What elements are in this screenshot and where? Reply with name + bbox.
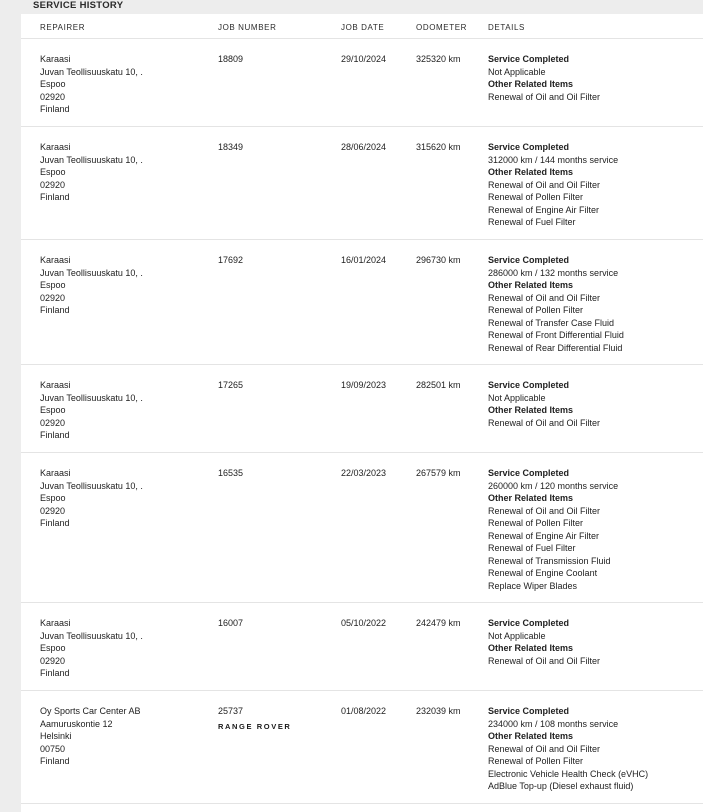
details-item: Renewal of Pollen Filter	[488, 518, 584, 528]
details-item: 234000 km / 108 months service	[488, 718, 619, 729]
details-cell	[488, 254, 698, 354]
details-item: Renewal of Oil and Oil Filter	[488, 417, 601, 428]
details-item: 260000 km / 120 months service	[488, 480, 619, 491]
details-item: AdBlue Top-up (Diesel exhaust fluid)	[488, 781, 634, 791]
repairer-address-line: Aamuruskontie 12	[40, 718, 113, 729]
repairer-address-line: Finland	[40, 518, 70, 528]
repairer-address-line: Finland	[40, 668, 70, 678]
repairer-address-line: 02920	[40, 91, 66, 102]
repairer-name: Karaasi	[40, 142, 71, 152]
details-item: Not Applicable	[488, 392, 546, 403]
repairer-address-line: Espoo	[40, 405, 66, 415]
details-item: Renewal of Fuel Filter	[488, 543, 576, 553]
odometer-reading: 325320 km	[416, 54, 461, 64]
repairer-address-line: Finland	[40, 756, 70, 766]
details-heading: Other Related Items	[488, 405, 574, 415]
details-heading: Service Completed	[488, 618, 570, 628]
column-header-repairer: REPAIRER	[40, 23, 86, 32]
details-item: Renewal of Oil and Oil Filter	[488, 91, 601, 102]
odometer-reading: 232039 km	[416, 706, 461, 716]
repairer-address-line: Helsinki	[40, 731, 72, 741]
table-body	[21, 39, 703, 804]
repairer-address-line: 02920	[40, 417, 66, 428]
repairer-address-line: Finland	[40, 192, 70, 202]
job-number: 16535	[218, 468, 244, 478]
repairer-address-line: 02920	[40, 179, 66, 190]
details-item: Replace Wiper Blades	[488, 580, 578, 591]
job-date: 16/01/2024	[341, 255, 387, 265]
column-header-details: DETAILS	[488, 23, 525, 32]
repairer-address-line: 02920	[40, 505, 66, 516]
details-heading: Service Completed	[488, 468, 570, 478]
details-heading: Service Completed	[488, 255, 570, 265]
table-row	[21, 39, 703, 127]
details-item: Renewal of Engine Coolant	[488, 568, 598, 578]
details-cell	[488, 379, 698, 429]
details-heading: Other Related Items	[488, 167, 574, 177]
repairer-cell	[40, 53, 210, 116]
job-date: 19/09/2023	[341, 380, 387, 390]
odometer-reading: 315620 km	[416, 142, 461, 152]
details-item: Renewal of Engine Air Filter	[488, 530, 600, 541]
odometer-reading: 282501 km	[416, 380, 461, 390]
details-item: Renewal of Oil and Oil Filter	[488, 743, 601, 754]
details-item: Renewal of Transmission Fluid	[488, 555, 611, 566]
repairer-cell	[40, 141, 210, 204]
job-date: 01/08/2022	[341, 706, 387, 716]
repairer-cell	[40, 705, 210, 768]
repairer-address-line: Juvan Teollisuuskatu 10, .	[40, 480, 143, 491]
details-item: Renewal of Pollen Filter	[488, 305, 584, 315]
details-heading: Other Related Items	[488, 79, 574, 89]
repairer-address-line: Juvan Teollisuuskatu 10, .	[40, 66, 143, 77]
details-item: Not Applicable	[488, 630, 546, 641]
repairer-cell	[40, 617, 210, 680]
details-heading: Service Completed	[488, 54, 570, 64]
details-heading: Service Completed	[488, 706, 570, 716]
details-item: 286000 km / 132 months service	[488, 267, 619, 278]
table-row	[21, 453, 703, 603]
table-row	[21, 240, 703, 365]
job-number: 18809	[218, 54, 244, 64]
details-item: Renewal of Oil and Oil Filter	[488, 505, 601, 516]
repairer-name: Karaasi	[40, 618, 71, 628]
column-header-odometer: ODOMETER	[416, 23, 468, 32]
details-item: Renewal of Transfer Case Fluid	[488, 317, 615, 328]
job-number-cell	[218, 53, 333, 66]
details-item: Renewal of Oil and Oil Filter	[488, 655, 601, 666]
repairer-address-line: Finland	[40, 104, 70, 114]
job-number-cell	[218, 254, 333, 267]
job-number: 17692	[218, 255, 244, 265]
repairer-address-line: Espoo	[40, 167, 66, 177]
repairer-address-line: Juvan Teollisuuskatu 10, .	[40, 267, 143, 278]
job-number: 25737	[218, 706, 244, 716]
job-number-cell	[218, 705, 333, 733]
details-item: Renewal of Fuel Filter	[488, 217, 576, 227]
repairer-address-line: 00750	[40, 743, 66, 754]
details-cell	[488, 467, 698, 592]
details-heading: Service Completed	[488, 380, 570, 390]
job-number: 16007	[218, 618, 244, 628]
details-item: Renewal of Pollen Filter	[488, 756, 584, 766]
details-cell	[488, 617, 698, 667]
details-heading: Other Related Items	[488, 731, 574, 741]
repairer-address-line: Espoo	[40, 280, 66, 290]
repairer-name: Karaasi	[40, 54, 71, 64]
job-number-cell	[218, 467, 333, 480]
details-heading: Service Completed	[488, 142, 570, 152]
details-item: Renewal of Oil and Oil Filter	[488, 292, 601, 303]
details-cell	[488, 53, 698, 103]
details-heading: Other Related Items	[488, 643, 574, 653]
repairer-name: Karaasi	[40, 468, 71, 478]
odometer-reading: 296730 km	[416, 255, 461, 265]
details-heading: Other Related Items	[488, 280, 574, 290]
details-item: Renewal of Oil and Oil Filter	[488, 179, 601, 190]
details-item: Not Applicable	[488, 66, 546, 77]
repairer-address-line: Juvan Teollisuuskatu 10, .	[40, 392, 143, 403]
table-row	[21, 365, 703, 453]
job-number-cell	[218, 379, 333, 392]
details-cell	[488, 705, 698, 793]
details-heading: Other Related Items	[488, 493, 574, 503]
repairer-name: Karaasi	[40, 255, 71, 265]
repairer-address-line: 02920	[40, 655, 66, 666]
job-date: 28/06/2024	[341, 142, 387, 152]
job-date: 29/10/2024	[341, 54, 387, 64]
repairer-address-line: Espoo	[40, 493, 66, 503]
repairer-cell	[40, 467, 210, 530]
repairer-address-line: Finland	[40, 430, 70, 440]
job-number-cell	[218, 617, 333, 630]
details-item: Renewal of Front Differential Fluid	[488, 330, 624, 340]
odometer-reading: 267579 km	[416, 468, 461, 478]
service-history-table	[21, 14, 703, 812]
brand-logo: RANGE ROVER	[218, 721, 292, 731]
repairer-cell	[40, 254, 210, 317]
table-header	[21, 14, 703, 39]
job-date: 22/03/2023	[341, 468, 387, 478]
details-item: Renewal of Rear Differential Fluid	[488, 342, 623, 353]
repairer-address-line: Espoo	[40, 79, 66, 89]
table-row	[21, 691, 703, 804]
column-header-job-date: JOB DATE	[341, 23, 385, 32]
repairer-address-line: 02920	[40, 292, 66, 303]
details-item: 312000 km / 144 months service	[488, 154, 619, 165]
details-item: Renewal of Pollen Filter	[488, 192, 584, 202]
job-number-cell	[218, 141, 333, 154]
repairer-name: Oy Sports Car Center AB	[40, 706, 141, 716]
column-header-job-number: JOB NUMBER	[218, 23, 277, 32]
repairer-address-line: Juvan Teollisuuskatu 10, .	[40, 154, 143, 165]
table-row	[21, 603, 703, 691]
job-date: 05/10/2022	[341, 618, 387, 628]
repairer-cell	[40, 379, 210, 442]
job-number: 17265	[218, 380, 244, 390]
repairer-address-line: Espoo	[40, 643, 66, 653]
repairer-address-line: Juvan Teollisuuskatu 10, .	[40, 630, 143, 641]
odometer-reading: 242479 km	[416, 618, 461, 628]
repairer-address-line: Finland	[40, 305, 70, 315]
section-title: SERVICE HISTORY	[33, 0, 124, 11]
details-item: Renewal of Engine Air Filter	[488, 204, 600, 215]
table-row	[21, 127, 703, 240]
details-item: Electronic Vehicle Health Check (eVHC)	[488, 768, 649, 779]
job-number: 18349	[218, 142, 244, 152]
repairer-name: Karaasi	[40, 380, 71, 390]
details-cell	[488, 141, 698, 229]
